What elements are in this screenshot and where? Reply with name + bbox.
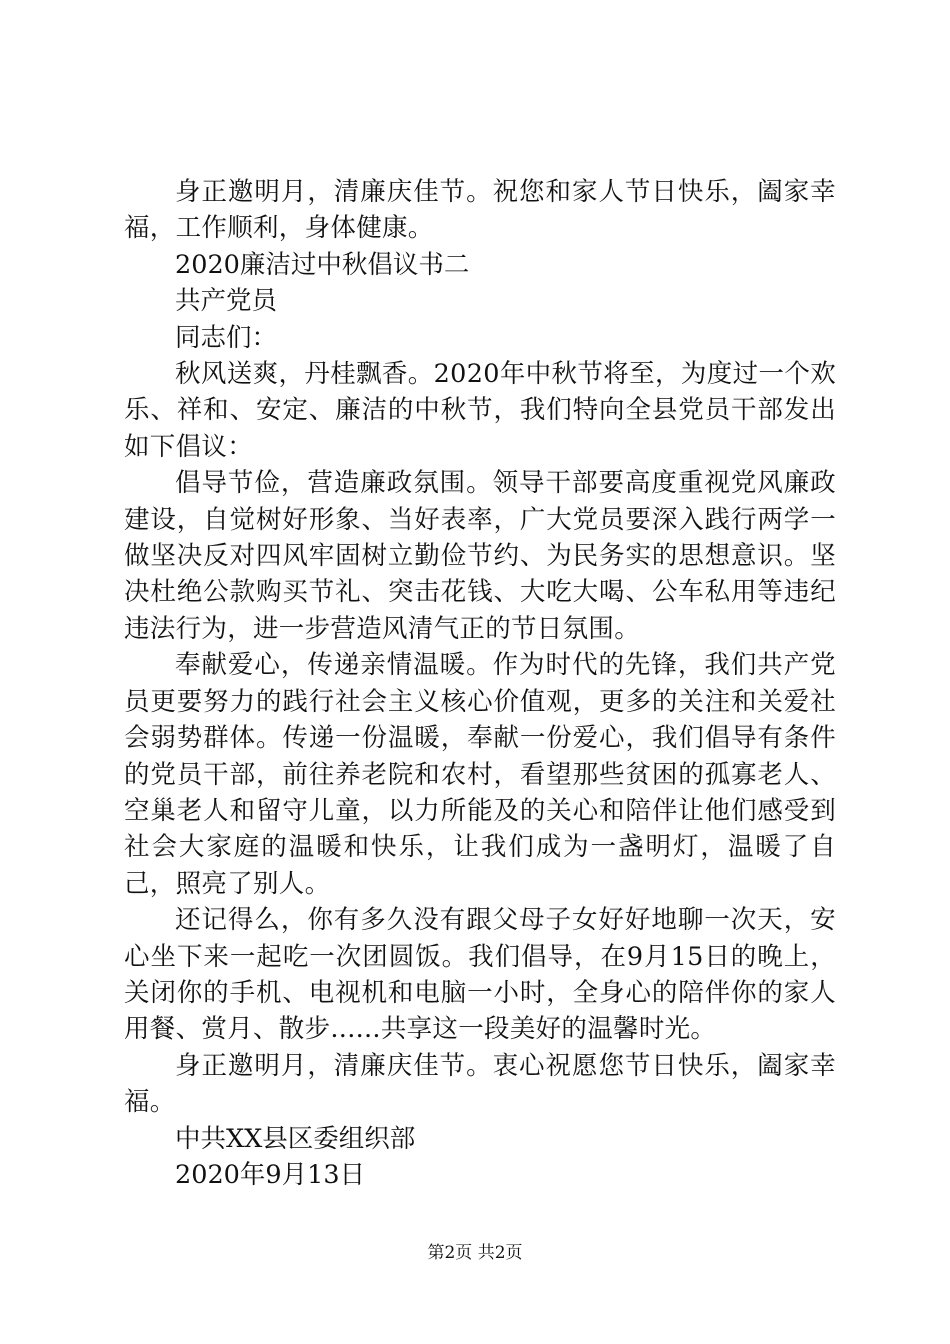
signature-organization: 中共XX县区委组织部 [175, 1123, 416, 1154]
document-body [124, 174, 836, 1193]
family-paragraph: 还记得么，你有多久没有跟父母子女好好地聊一次天，安心坐下来一起吃一次团圆饭。我们倡导，在9月15日的晚上，关闭你的手机、电视机和电脑一小时，全身心的陪伴你的家人用餐、赏月、散步......共享这一段美好的温馨时光。 [124, 905, 836, 1045]
intro-paragraph: 秋风送爽，丹桂飘香。2020年中秋节将至，为度过一个欢乐、祥和、安定、廉洁的中秋节，我们特向全县党员干部发出如下倡议： [124, 359, 836, 462]
page-number-footer: 第2页 共2页 [427, 1243, 523, 1263]
wishes-paragraph: 身正邀明月，清廉庆佳节。衷心祝愿您节日快乐，阖家幸福。 [124, 1050, 836, 1118]
document-title: 2020廉洁过中秋倡议书二 [175, 249, 470, 280]
signature-date: 2020年9月13日 [175, 1159, 366, 1190]
frugality-paragraph: 倡导节俭，营造廉政氛围。领导干部要高度重视党风廉政建设，自觉树好形象、当好表率，广大党员要深入践行两学一做坚决反对四风牢固树立勤俭节约、为民务实的思想意识。坚决杜绝公款购买节礼、突击花钱、大吃大喝、公车私用等违纪违法行为，进一步营造风清气正的节日氛围。 [124, 468, 836, 644]
charity-paragraph: 奉献爱心，传递亲情温暖。作为时代的先锋，我们共产党员更要努力的践行社会主义核心价值观，更多的关注和关爱社会弱势群体。传递一份温暖，奉献一份爱心，我们倡导有条件的党员干部，前往养老院和农村，看望那些贫困的孤寡老人、空巢老人和留守儿童，以力所能及的关心和陪伴让他们感受到社会大家庭的温暖和快乐，让我们成为一盏明灯，温暖了自己，照亮了别人。 [124, 650, 836, 899]
salutation-line: 同志们： [175, 322, 278, 353]
closing-greeting-paragraph: 身正邀明月，清廉庆佳节。祝您和家人节日快乐，阖家幸福，工作顺利，身体健康。 [124, 177, 836, 244]
addressee-line: 共产党员 [175, 286, 278, 317]
